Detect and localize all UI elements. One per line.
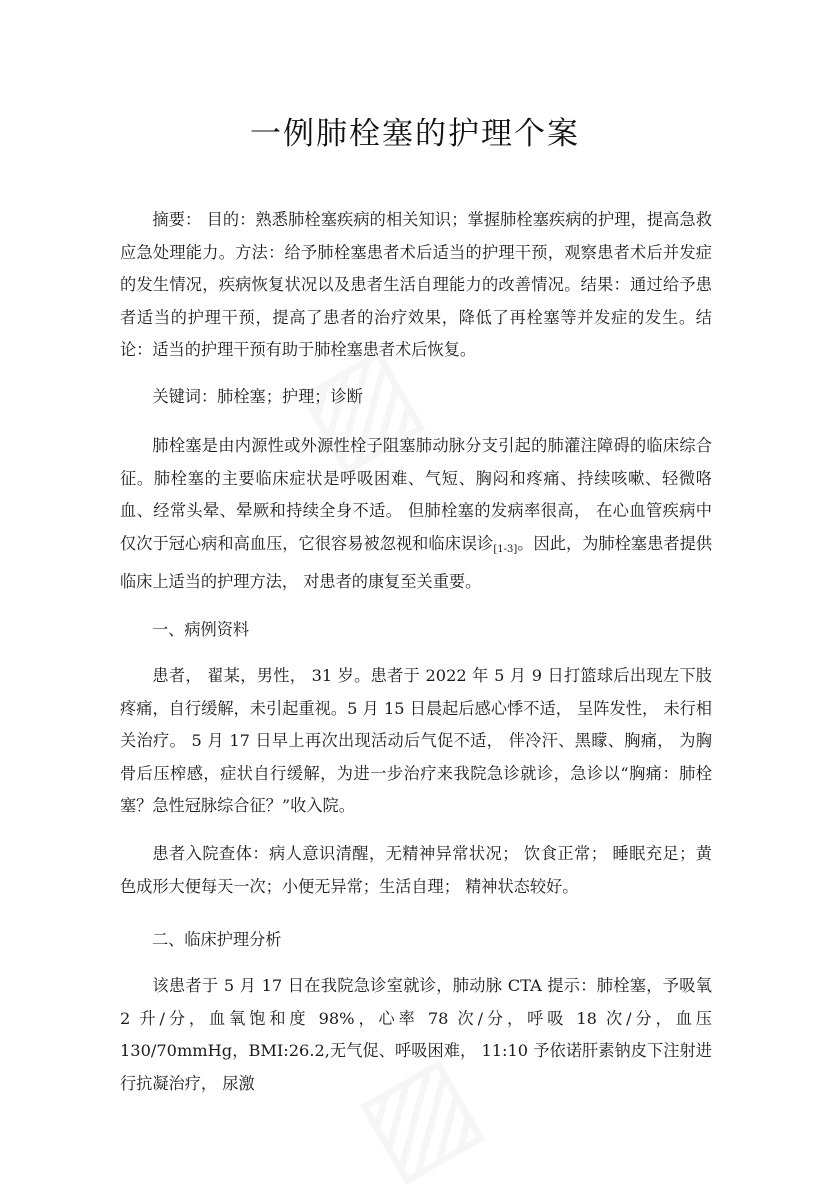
intro-text-continued: 。因此，为肺栓塞患者提供临床上适当的护理方法， 对患者的康复至关重要。 <box>120 533 713 591</box>
section-heading-case: 一、病例资料 <box>152 620 250 639</box>
physical-exam-paragraph: 患者入院查体：病人意识清醒，无精神异常状况； 饮食正常； 睡眠充足；黄色成形大便每天一次；小便无异常；生活自理； 精神状态较好。 <box>120 844 712 896</box>
citation: [1-3] <box>493 543 518 555</box>
case-history-paragraph: 患者， 翟某，男性， 31 岁。患者于 2022 年 5 月 9 日打篮球后出现左下肢疼痛，自行缓解，未引起重视。5 月 15 日晨起后感心悸不适， 呈阵发性， 未行相关治疗。 5 月 17 日早上再次出现活动后气促不适， 伴冷汗、黑矇、胸痛， 为胸骨后压榨感，症状自行缓解，为进一步治疗来我院急诊就诊，急诊以“胸痛：肺栓塞？急性冠脉综合征？”收入院。 <box>120 666 712 815</box>
intro-text: 肺栓塞是由内源性或外源性栓子阻塞肺动脉分支引起的肺灌注障碍的临床综合征。肺栓塞的主要临床症状是呼吸困难、气短、胸闷和疼痛、持续咳嗽、轻微咯血、经常头晕、晕厥和持续全身不适。 但肺栓塞的发病率很高， 在心血管疾病中仅次于冠心病和高血压，它很容易被忽视和临床误诊 <box>120 436 712 553</box>
document-title: 一例肺栓塞的护理个案 <box>250 116 580 152</box>
intro-paragraph <box>120 430 712 599</box>
keywords-line: 关键词：肺栓塞；护理；诊断 <box>152 387 363 406</box>
abstract-paragraph: 摘要： 目的：熟悉肺栓塞疾病的相关知识；掌握肺栓塞疾病的护理，提高急救应急处理能力。方法：给予肺栓塞患者术后适当的护理干预，观察患者术后并发症的发生情况，疾病恢复状况以及患者生活自理能力的改善情况。结果：通过给予患者适当的护理干预，提高了患者的治疗效果，降低了再栓塞等并发症的发生。结论：适当的护理干预有助于肺栓塞患者术后恢复。 <box>120 210 712 359</box>
section-heading-clinical: 二、临床护理分析 <box>152 930 282 949</box>
clinical-paragraph: 该患者于 5 月 17 日在我院急诊室就诊，肺动脉 CTA 提示：肺栓塞，予吸氧 2 升/分，血氧饱和度 98%，心率 78 次/分，呼吸 18 次/分，血压 130/70mmHg，BMI:26.2,无气促、呼吸困难， 11:10 予依诺肝素钠皮下注射进行抗凝治疗， 尿激 <box>120 976 712 1093</box>
